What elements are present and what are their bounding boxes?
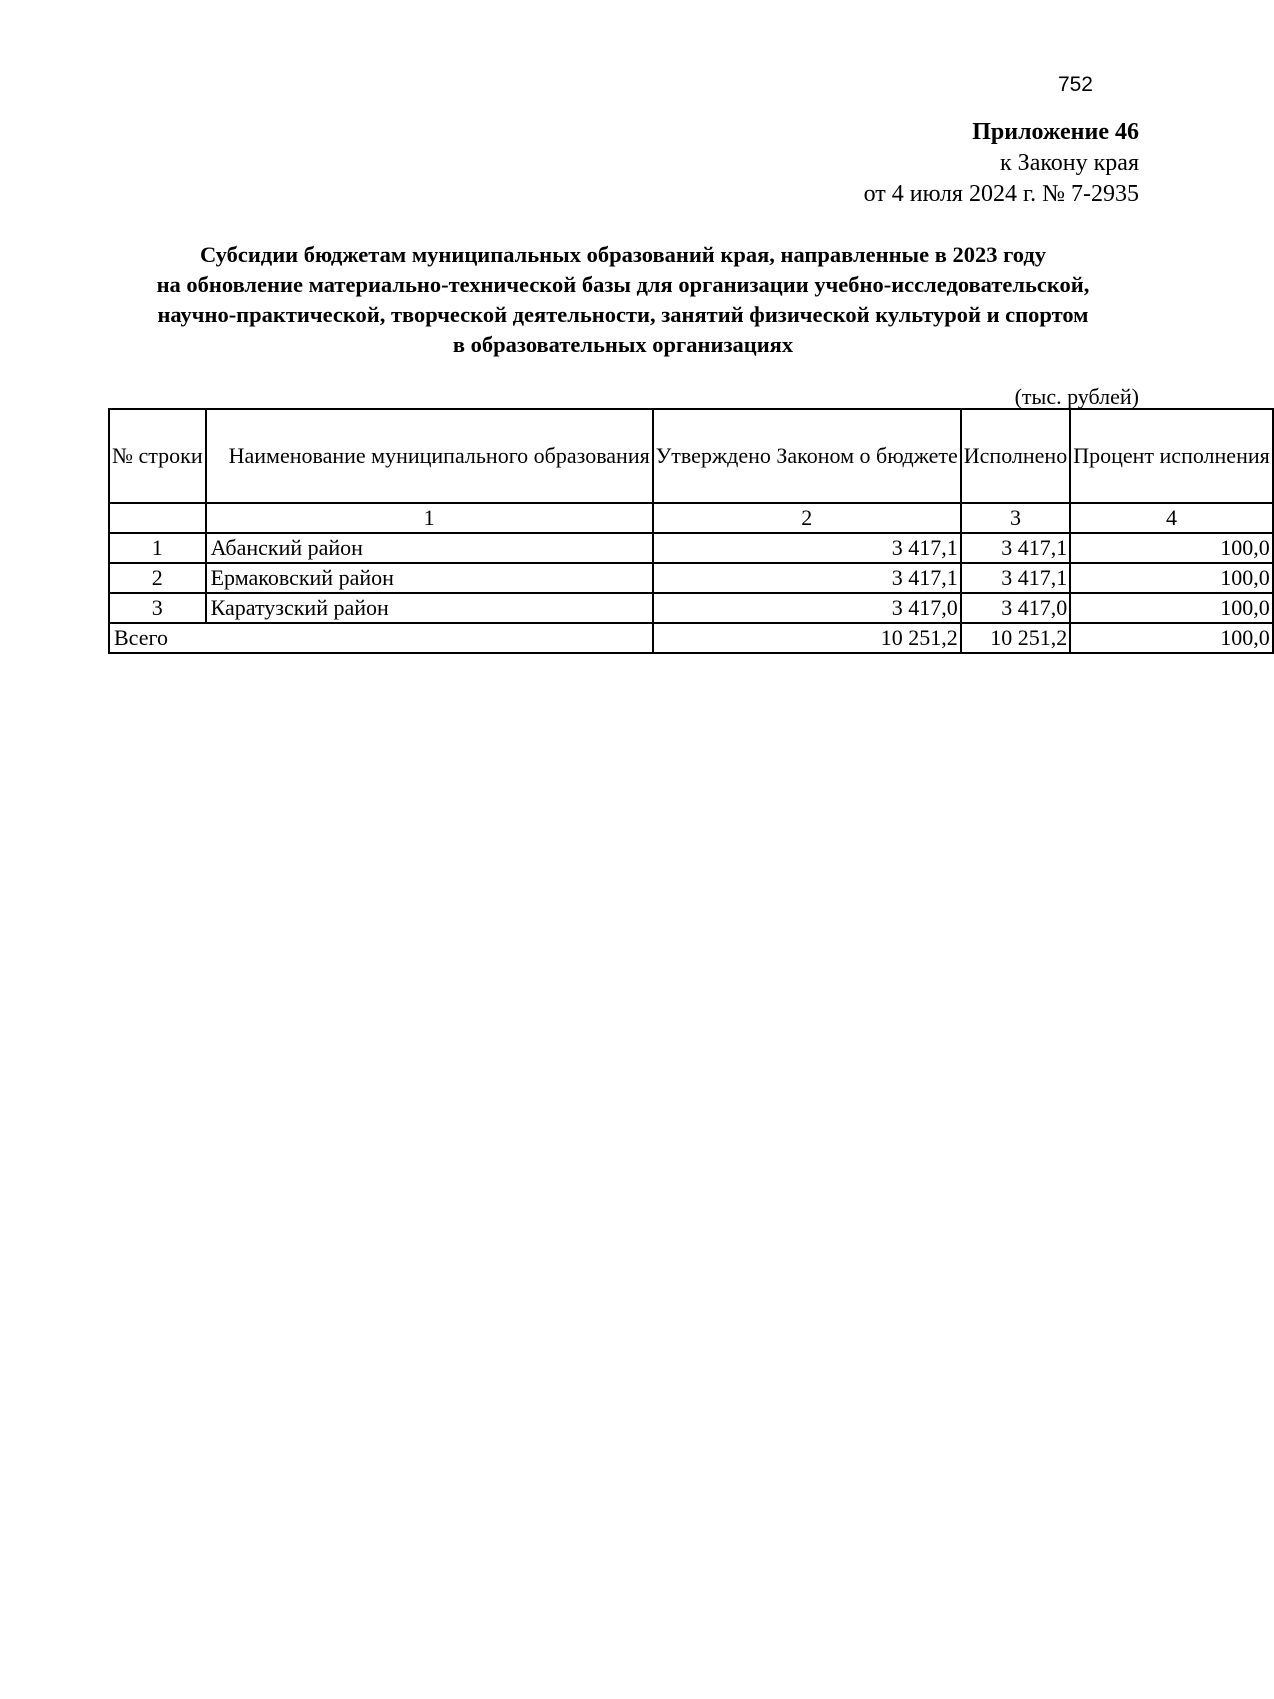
execution-percent: 100,0 bbox=[1070, 563, 1273, 593]
page-number: 752 bbox=[1057, 73, 1093, 96]
approved-amount: 3 417,1 bbox=[653, 533, 961, 563]
table-row bbox=[109, 533, 1273, 563]
column-number: 3 bbox=[961, 503, 1070, 533]
table-row bbox=[109, 593, 1273, 623]
appendix-title: Приложение 46 bbox=[972, 119, 1139, 145]
column-number: 1 bbox=[206, 503, 653, 533]
municipality-name: Абанский район bbox=[206, 533, 653, 563]
header-executed: Исполнено bbox=[961, 409, 1070, 503]
column-number: 2 bbox=[653, 503, 961, 533]
executed-amount: 3 417,1 bbox=[961, 533, 1070, 563]
row-number: 3 bbox=[109, 593, 206, 623]
column-number-row bbox=[109, 503, 1273, 533]
appendix-law-date: от 4 июля 2024 г. № 7-2935 bbox=[863, 181, 1139, 207]
units-label: (тыс. рублей) bbox=[1014, 384, 1139, 409]
approved-amount: 3 417,0 bbox=[653, 593, 961, 623]
column-number: 4 bbox=[1070, 503, 1273, 533]
document-title-line: Субсидии бюджетам муниципальных образований края, направленные в 2023 году bbox=[199, 242, 1047, 267]
executed-amount: 3 417,1 bbox=[961, 563, 1070, 593]
execution-percent: 100,0 bbox=[1070, 533, 1273, 563]
executed-amount: 3 417,0 bbox=[961, 593, 1070, 623]
header-approved: Утверждено Законом о бюджете bbox=[653, 409, 961, 503]
total-approved: 10 251,2 bbox=[653, 623, 961, 653]
header-row-no: № строки bbox=[109, 409, 206, 503]
approved-amount: 3 417,1 bbox=[653, 563, 961, 593]
document-title-line: в образовательных организациях bbox=[452, 332, 794, 357]
header-name: Наименование муниципального образования bbox=[206, 409, 653, 503]
total-percent: 100,0 bbox=[1070, 623, 1273, 653]
document-title bbox=[108, 240, 1138, 360]
appendix-law-ref: к Закону края bbox=[1000, 150, 1139, 176]
appendix-block bbox=[864, 117, 1139, 210]
document-title-line: на обновление материально-технической базы для организации учебно-исследовательской, bbox=[156, 272, 1090, 297]
municipality-name: Каратузский район bbox=[206, 593, 653, 623]
table-header-row bbox=[109, 409, 1273, 503]
execution-percent: 100,0 bbox=[1070, 593, 1273, 623]
municipality-name: Ермаковский район bbox=[206, 563, 653, 593]
row-number: 1 bbox=[109, 533, 206, 563]
total-executed: 10 251,2 bbox=[961, 623, 1070, 653]
row-number: 2 bbox=[109, 563, 206, 593]
document-title-line: научно-практической, творческой деятельности, занятий физической культурой и спортом bbox=[157, 302, 1089, 327]
table-total-row bbox=[109, 623, 1273, 653]
table-row bbox=[109, 563, 1273, 593]
header-percent: Процент исполнения bbox=[1070, 409, 1273, 503]
column-number bbox=[109, 503, 206, 533]
subsidy-table bbox=[108, 408, 1274, 654]
total-label: Всего bbox=[109, 623, 653, 653]
